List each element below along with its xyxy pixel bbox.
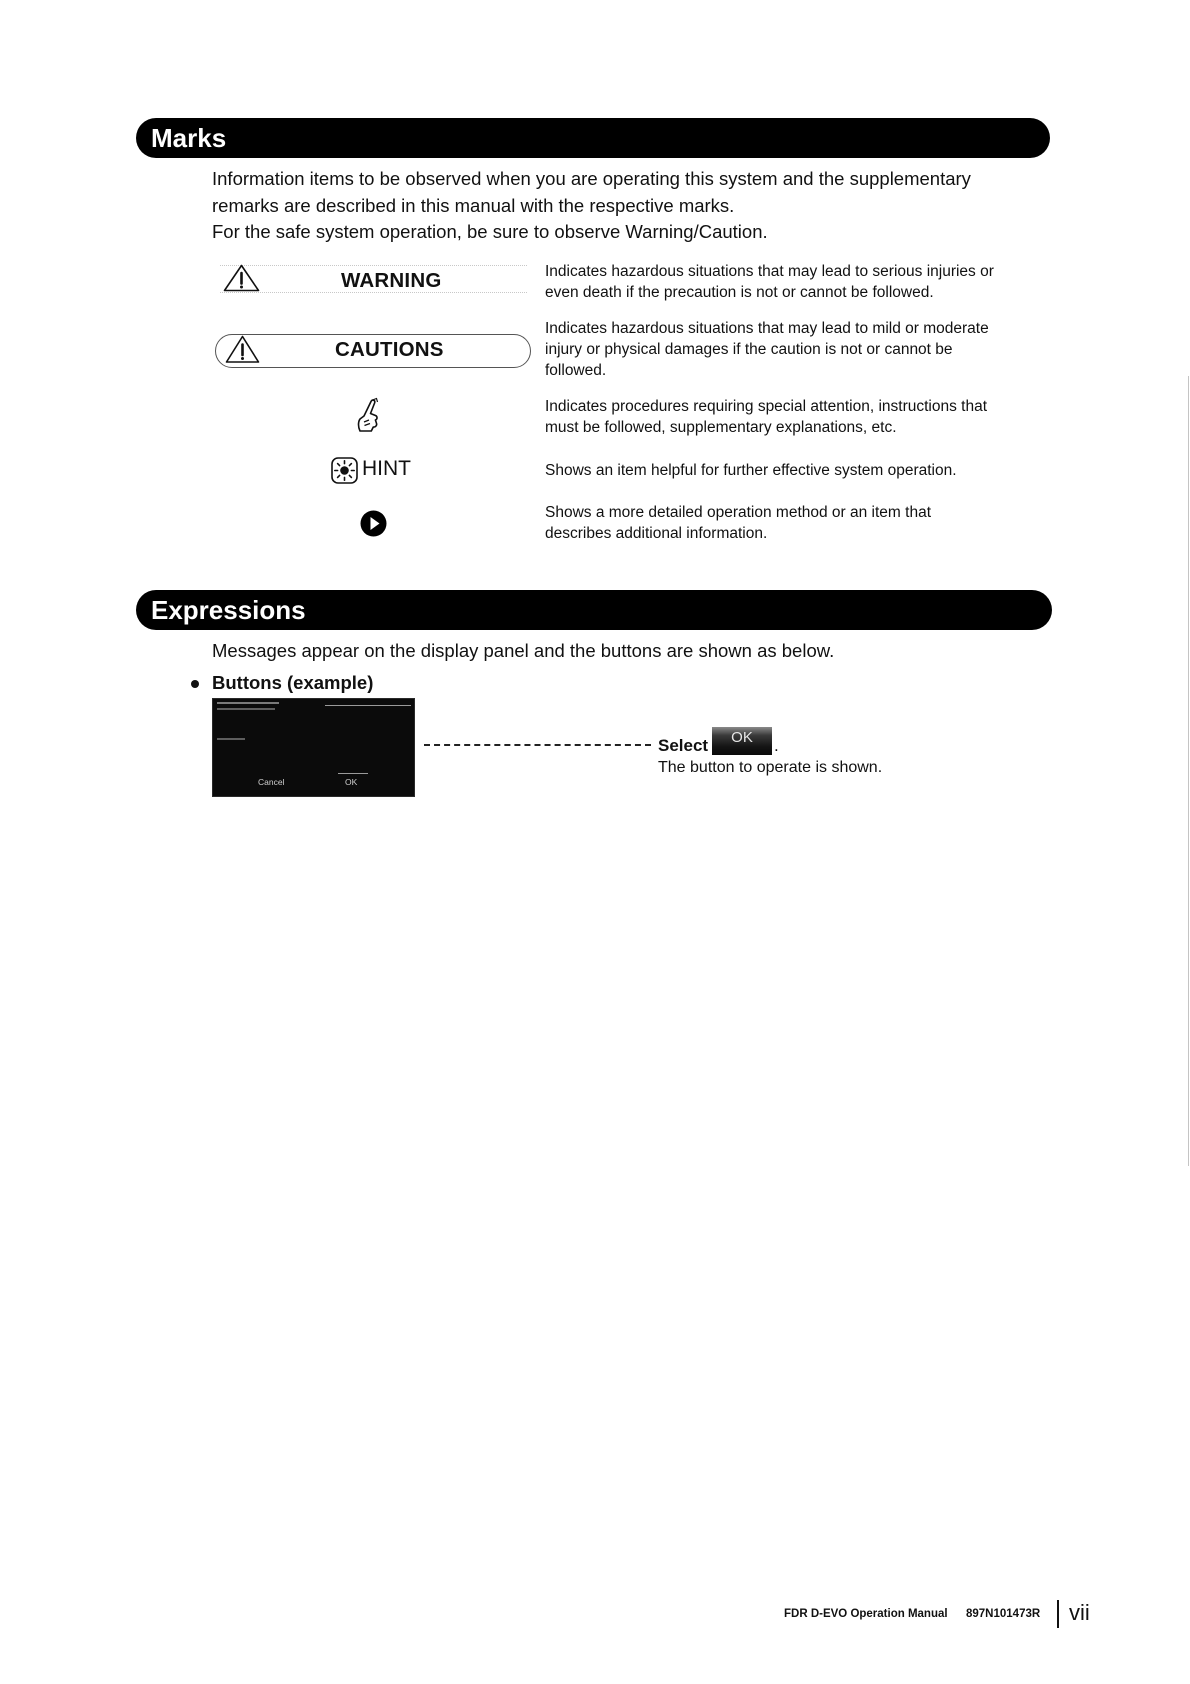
panel-ok-highlight	[338, 773, 368, 774]
expressions-intro: Messages appear on the display panel and the buttons are shown as below.	[212, 640, 835, 661]
footer-manual-title: FDR D-EVO Operation Manual	[784, 1608, 948, 1620]
marks-intro-line: remarks are described in this manual with the respective marks.	[212, 194, 735, 216]
detail-description	[545, 502, 931, 544]
warning-triangle-icon	[223, 264, 260, 292]
hint-icon	[331, 457, 358, 484]
description-line: describes additional information.	[545, 525, 768, 542]
panel-cancel-button: Cancel	[258, 777, 285, 787]
description-line: Indicates hazardous situations that may lead to serious injuries or	[545, 263, 994, 280]
description-line: even death if the precaution is not or cannot be followed.	[545, 284, 934, 301]
button-note: The button to operate is shown.	[658, 759, 883, 776]
panel-ok-button: OK	[345, 777, 358, 787]
panel-divider	[325, 705, 411, 706]
panel-title-text	[217, 702, 279, 704]
buttons-example-heading: Buttons (example)	[212, 672, 374, 693]
panel-subtitle-text	[217, 708, 275, 710]
warning-label: WARNING	[341, 269, 442, 292]
marks-section-header: Marks	[136, 118, 1050, 158]
hand-note-icon	[355, 397, 381, 433]
description-line: Indicates hazardous situations that may lead to mild or moderate	[545, 320, 989, 337]
example-display-panel	[212, 698, 415, 797]
leader-dashed-line	[424, 744, 651, 746]
warning-description	[545, 261, 994, 303]
footer-separator	[1057, 1600, 1059, 1628]
description-line: must be followed, supplementary explanations, etc.	[545, 419, 897, 436]
arrow-circle-icon	[360, 510, 387, 537]
description-line: followed.	[545, 362, 607, 379]
cautions-description	[545, 318, 989, 381]
scan-edge-line	[1188, 376, 1189, 1166]
select-period: .	[774, 736, 779, 755]
description-line: Shows an item helpful for further effective system operation.	[545, 462, 957, 479]
description-line: Indicates procedures requiring special attention, instructions that	[545, 398, 987, 415]
description-line: Shows a more detailed operation method or an item that	[545, 504, 932, 521]
cautions-label: CAUTIONS	[335, 338, 444, 361]
description-line: injury or physical damages if the caution is not or cannot be	[545, 341, 953, 358]
marks-intro	[212, 166, 971, 246]
marks-intro-line: Information items to be observed when you are operating this system and the supplementary	[212, 168, 971, 189]
marks-intro-line: For the safe system operation, be sure to observe Warning/Caution.	[212, 221, 768, 242]
footer-page-number: vii	[1069, 1600, 1090, 1625]
ok-button-image: OK	[712, 727, 772, 755]
procedure-description	[545, 396, 987, 438]
footer-document-number: 897N101473R	[966, 1608, 1041, 1620]
hint-description	[545, 460, 957, 481]
expressions-section-header: Expressions	[136, 590, 1052, 630]
bullet-dot	[191, 680, 199, 688]
caution-triangle-icon	[225, 335, 260, 364]
hint-label: HINT	[362, 457, 411, 480]
select-label: Select	[658, 736, 709, 755]
panel-message-text	[217, 738, 245, 740]
